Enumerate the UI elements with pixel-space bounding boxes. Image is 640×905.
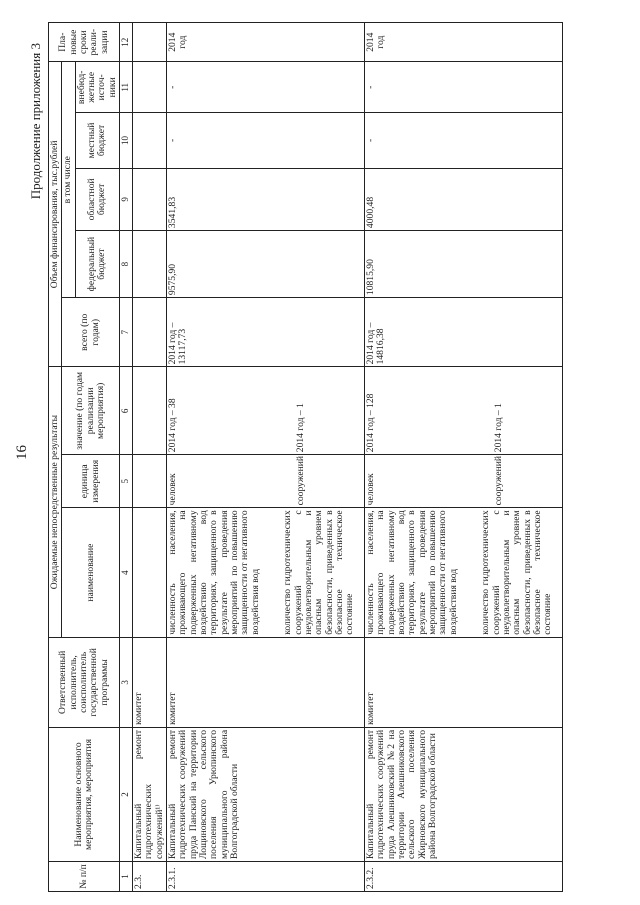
row-num: 2.3.1.	[166, 861, 364, 891]
row-indicator-units	[364, 455, 562, 508]
column-number: 12	[120, 23, 133, 62]
column-number: 5	[120, 455, 133, 508]
page-number: 16	[14, 445, 30, 460]
document-page	[10, 5, 630, 900]
header-terms: Пла-новые сроки реали-зации	[49, 23, 120, 62]
row-indicator-units	[166, 455, 364, 508]
column-number: 7	[120, 298, 133, 367]
row-federal: 9575,90	[166, 231, 364, 298]
indicator-name: численность населения, проживающего на подверженных негативному воздействию вод территориях, защищенного в результате проведения мероприятий по повышению защищенности от негативного воздействия вод	[166, 510, 261, 635]
table-row	[132, 23, 166, 892]
header-federal: федеральный бюджет	[75, 231, 119, 298]
header-result-name: наименование	[62, 508, 120, 637]
indicator-value: 2014 год – 1	[492, 403, 504, 453]
row-indicator-names	[166, 508, 364, 637]
header-total: всего (по годам)	[62, 298, 120, 367]
row-total: 2014 год – 13117,73	[166, 298, 364, 367]
column-number: 9	[120, 168, 133, 230]
indicator-name: количество гидротехнических сооружений с неудовлетворительным и опасным уровнем безопасности, приведенных в безопасное техническое состояние	[480, 510, 554, 635]
header-finance-group: Объем финансирования, тыс.рублей	[49, 62, 62, 367]
indicator-name: количество гидротехнических сооружений с неудовлетворительным и опасным уровнем безопасности, приведенных в безопасное техническое состояние	[282, 510, 356, 635]
row-executor: комитет	[166, 637, 364, 727]
row-num: 2.3.2.	[364, 861, 562, 891]
column-number: 2	[120, 727, 133, 861]
table-row	[166, 23, 364, 892]
column-number: 1	[120, 861, 133, 891]
row-indicator-values	[364, 367, 562, 455]
indicator-value: 2014 год – 1	[294, 403, 306, 453]
header-num: № п/п	[49, 861, 120, 891]
header-row-1	[49, 23, 62, 892]
row-event-name: Капитальный ремонт гидротехнических сооружений пруда Панский на территории Лощиновского сельского поселения Урюпинского муниципального района Волгоградской области	[166, 727, 364, 861]
column-number: 4	[120, 508, 133, 637]
header-extra: внебюд-жетные источ-ники	[75, 62, 119, 113]
row-total: 2014 год – 14816,38	[364, 298, 562, 367]
header-executor: Ответственный исполнитель, соисполнитель государственной программы	[49, 637, 120, 727]
continuation-label: Продолжение приложения 3	[28, 43, 43, 200]
header-regional: областной бюджет	[75, 168, 119, 230]
row-term: 2014 год	[166, 23, 364, 62]
row-event-name: Капитальный ремонт гидротехнических сооружений¹⁾	[132, 727, 166, 861]
table-row	[364, 23, 562, 892]
row-indicator-names	[364, 508, 562, 637]
indicator-unit: сооружений	[492, 456, 504, 506]
row-regional	[132, 168, 166, 230]
row-executor: комитет	[132, 637, 166, 727]
header-result-unit: единица измерения	[62, 455, 120, 508]
indicator-value: 2014 год – 128	[364, 393, 376, 453]
row-extra: -	[166, 62, 364, 113]
row-num: 2.3.	[132, 861, 166, 891]
indicator-unit: человек	[166, 473, 178, 506]
header-including: в том числе	[62, 62, 75, 298]
row-extra	[132, 62, 166, 113]
header-event-name: Наименование основного мероприятия, мероприятия	[49, 727, 120, 861]
indicator-value: 2014 год – 38	[166, 398, 178, 453]
row-local: -	[364, 113, 562, 168]
row-local	[132, 113, 166, 168]
row-regional: 4000,48	[364, 168, 562, 230]
indicator-unit: человек	[364, 473, 376, 506]
row-event-name: Капитальный ремонт гидротехнических сооружений пруда Алешниковский №2 на территории Алешниковского сельского поселения Жирновского муниципального района Волгоградской области	[364, 727, 562, 861]
row-federal: 10815,90	[364, 231, 562, 298]
row-indicator-values	[166, 367, 364, 455]
column-number: 6	[120, 367, 133, 455]
row-term: 2014 год	[364, 23, 562, 62]
program-table	[48, 22, 563, 892]
row-local: -	[166, 113, 364, 168]
row-executor: комитет	[364, 637, 562, 727]
column-number: 10	[120, 113, 133, 168]
column-number: 8	[120, 231, 133, 298]
indicator-name: численность населения, проживающего на подверженных негативному воздействию вод территориях, защищенного в результате проведения мероприятий по повышению защищенности от негативного воздействия вод	[364, 510, 459, 635]
header-results-group: Ожидаемые непосредственные результаты	[49, 367, 62, 637]
column-number-row	[120, 23, 133, 892]
row-term	[132, 23, 166, 62]
row-federal	[132, 231, 166, 298]
header-result-value: значение (по годам реализации мероприятия)	[62, 367, 120, 455]
column-number: 11	[120, 62, 133, 113]
column-number: 3	[120, 637, 133, 727]
indicator-unit: сооружений	[294, 456, 306, 506]
row-regional: 3541,83	[166, 168, 364, 230]
header-local: местный бюджет	[75, 113, 119, 168]
row-total	[132, 298, 166, 367]
row-extra: -	[364, 62, 562, 113]
